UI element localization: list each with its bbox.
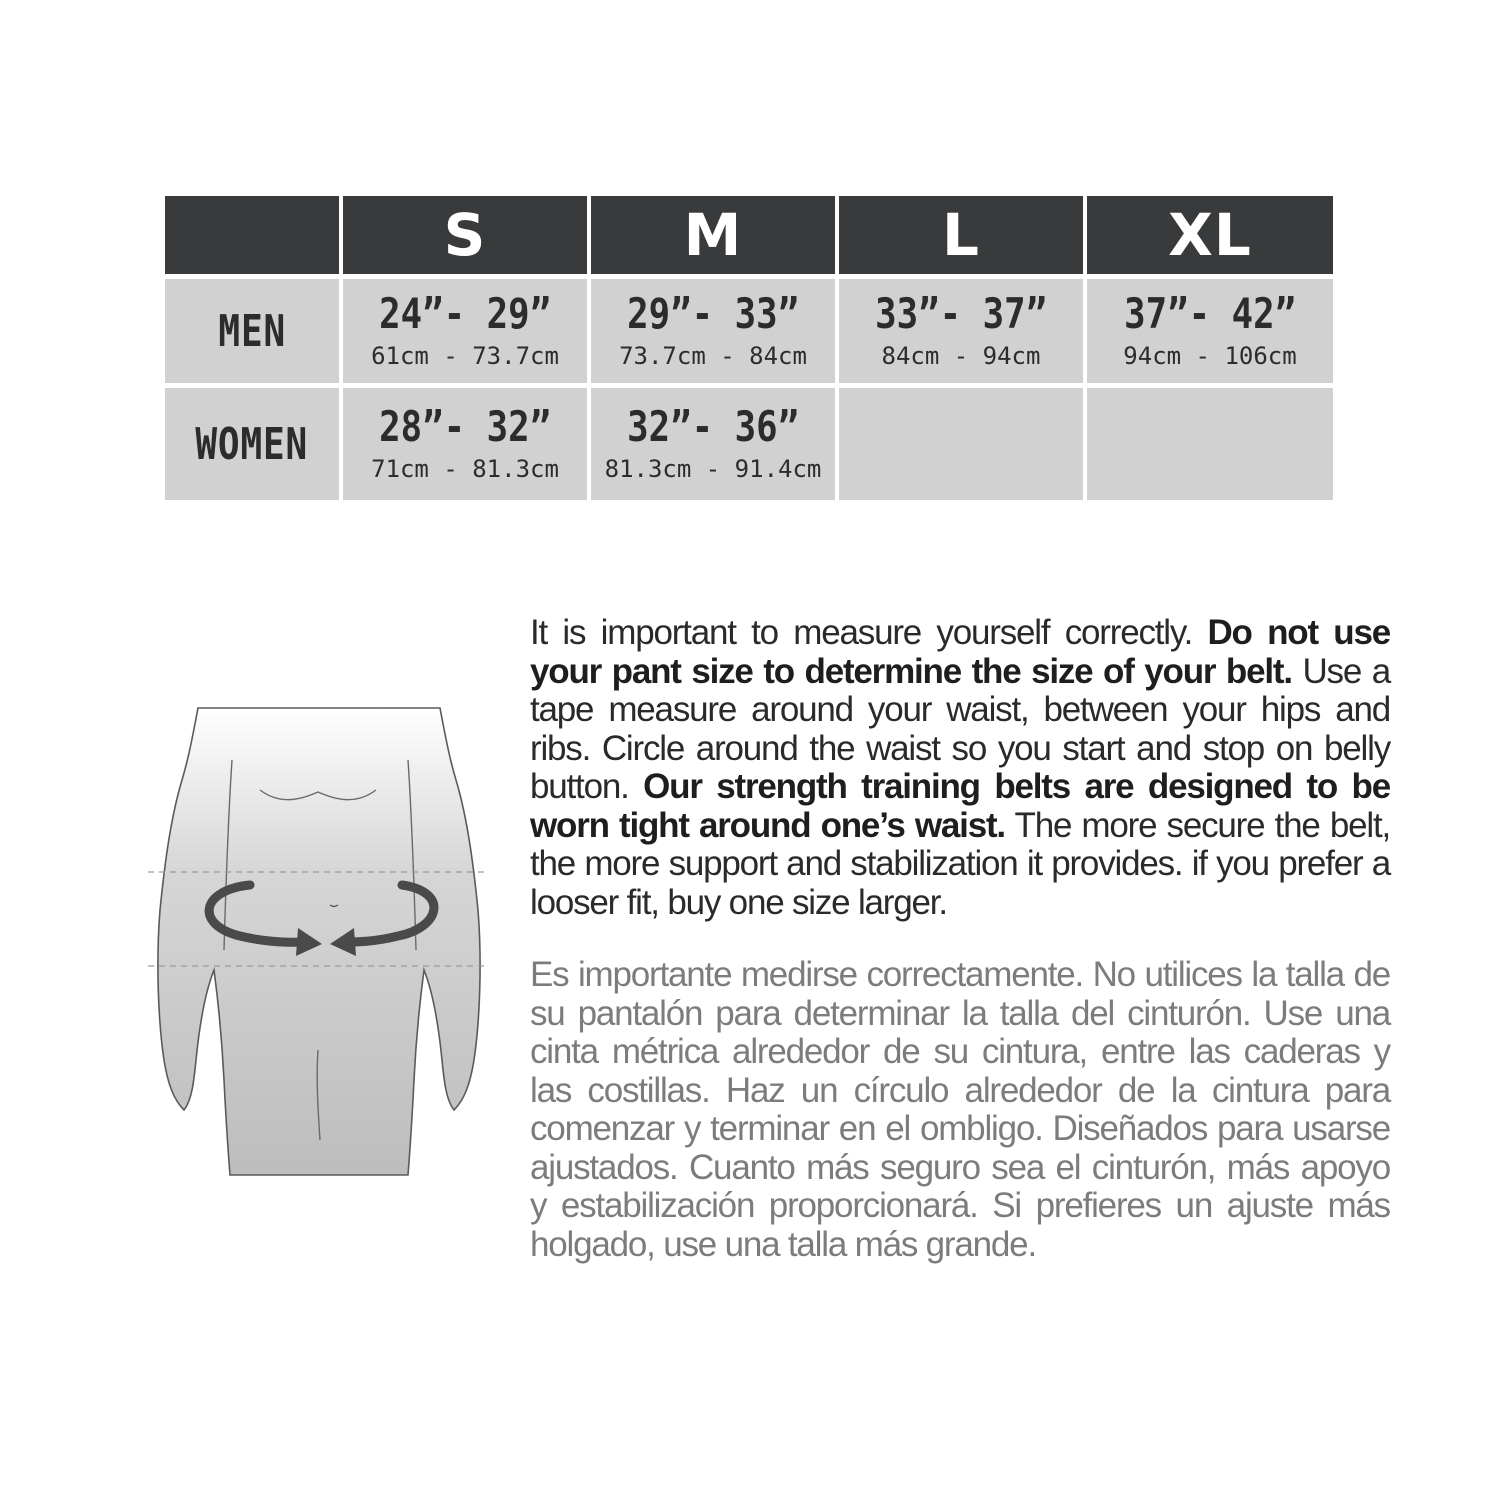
women-s-cm: 71cm - 81.3cm [371,455,559,483]
men-s-inches: 24”- 29” [379,289,551,338]
en-text-2: Use a tape measure around your waist, between your hips and ribs. Circle around the waist so you start and stop on belly button. [530,651,1390,806]
body-silhouette [158,708,480,1175]
row-label-women: WOMEN [195,418,309,470]
instructions-block [530,614,1390,1264]
women-m-cm: 81.3cm - 91.4cm [604,455,822,483]
en-text-3: The more secure the belt, the more support and stabilization it provides. if you prefer a looser fit, buy one size larger. [530,805,1390,922]
instructions-english [530,614,1390,922]
men-size-l-cell [839,279,1083,383]
size-header-l: L [839,196,1083,274]
waist-measure-illustration [140,700,500,1190]
size-header-xl: XL [1087,196,1333,274]
instructions-spanish: Es importante medirse correctamente. No utilices la talla de su pantalón para determinar la talla del cinturón. Use una cinta métrica alrededor de su cintura, entre las caderas y las costillas. Haz un círculo alrededor de la cintura para comenzar y terminar en el ombligo. Diseñados para usarse ajustados. Cuanto más seguro sea el cinturón, más apoyo y estabilización proporcionará. Si prefieres un ajuste más holgado, use una talla más grande. [530,955,1390,1264]
men-size-xl-cell [1087,279,1333,383]
men-size-s-cell [343,279,587,383]
men-size-m-cell [591,279,835,383]
row-label-cell-men [165,279,339,383]
men-l-inches: 33”- 37” [875,289,1047,338]
men-s-cm: 61cm - 73.7cm [371,342,559,370]
men-xl-inches: 37”- 42” [1124,289,1296,338]
table-corner-cell [165,196,339,274]
women-size-s-cell [343,388,587,500]
size-header-m: M [591,196,835,274]
women-m-inches: 32”- 36” [627,402,799,451]
men-l-cm: 84cm - 94cm [881,342,1041,370]
row-label-men: MEN [218,305,286,357]
row-label-cell-women [165,388,339,500]
en-bold-2: Our strength training belts are designed to be worn tight around one’s waist. [530,767,1390,845]
women-size-m-cell [591,388,835,500]
size-chart-table [165,196,1333,500]
size-header-s: S [343,196,587,274]
men-m-inches: 29”- 33” [627,289,799,338]
en-text-1: It is important to measure yourself correctly. [530,613,1208,652]
men-xl-cm: 94cm - 106cm [1123,342,1297,370]
women-size-xl-cell [1087,388,1333,500]
en-bold-1: Do not use your pant size to determine the size of your belt. [530,613,1390,691]
women-s-inches: 28”- 32” [379,402,551,451]
men-m-cm: 73.7cm - 84cm [619,342,807,370]
women-size-l-cell [839,388,1083,500]
